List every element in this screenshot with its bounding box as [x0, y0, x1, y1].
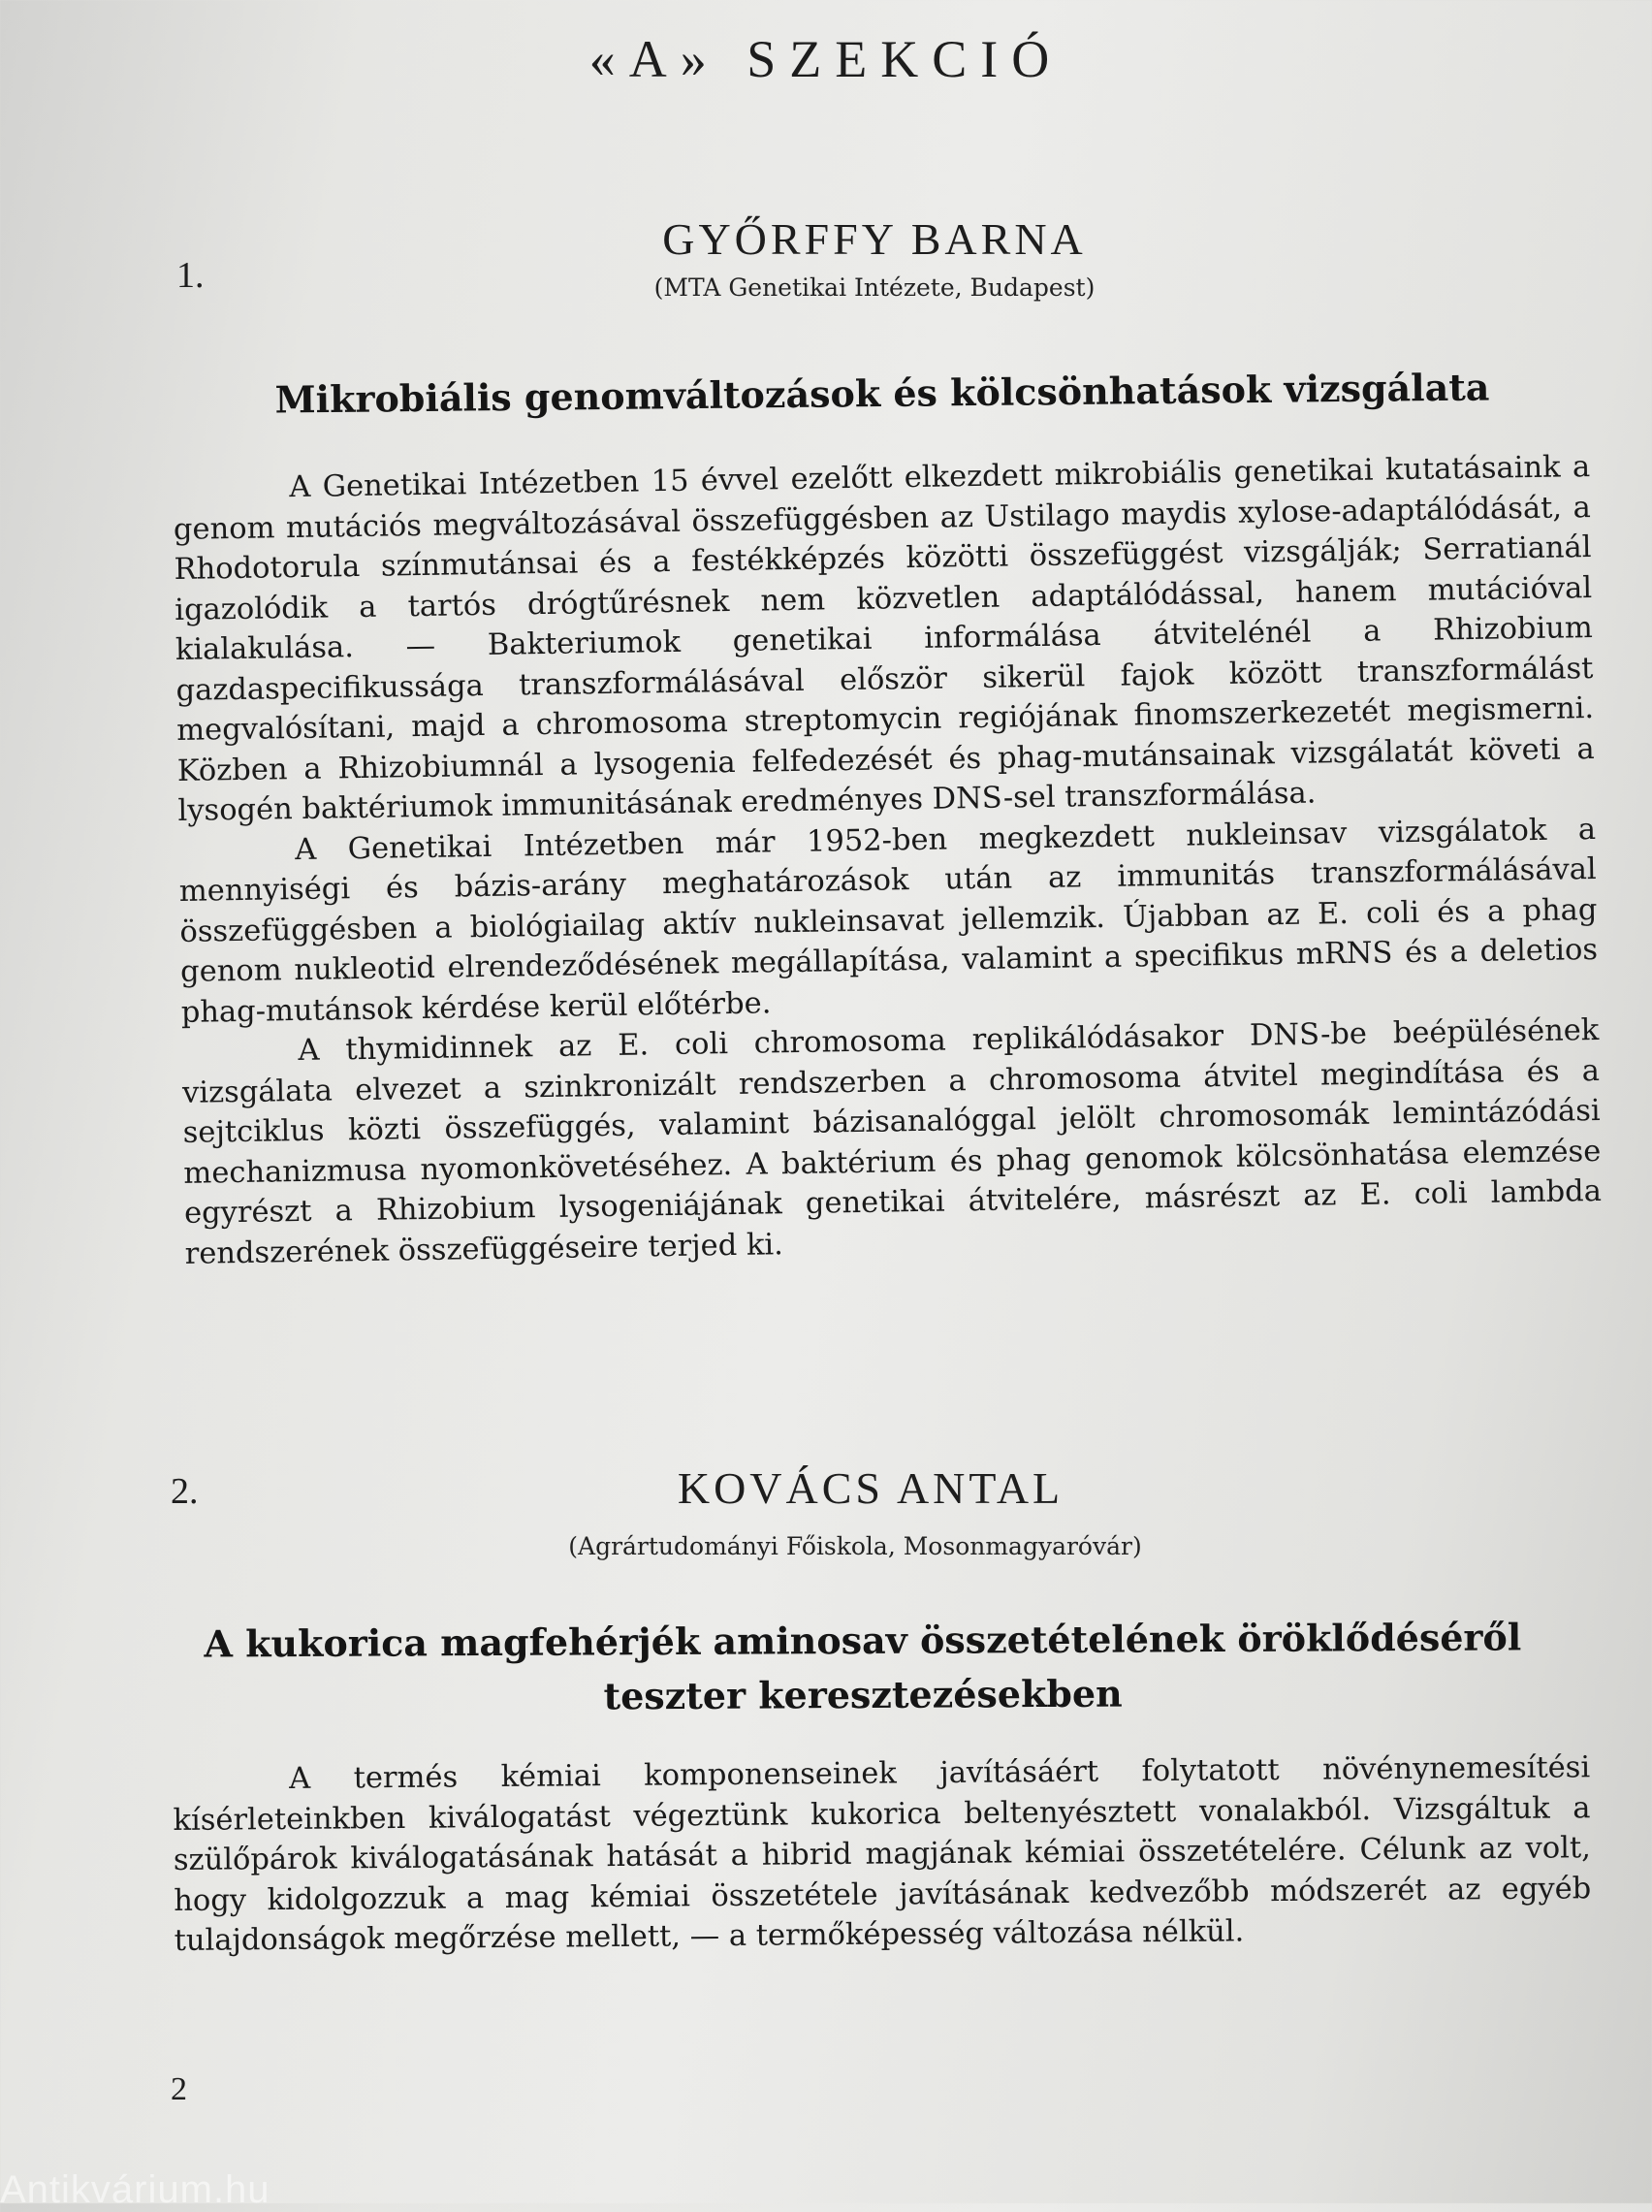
abstract-paragraph: A thymidinnek az E. coli chromosoma replikálódásakor DNS-be beépülésének vizsgálata elvezet a szinkronizált rendszerben a chromosoma átvitel megindítása és a sejtciklus közti összefüggés, valamint bázisanalóggal jelölt chromosomák lemintázódási mechanizmusa nyomonkövetéséhez. A baktérium és phag genomok kölcsönhatása elemzése egyrészt a Rhizobium lysogeniájának genetikai átvitelére, másrészt az E. coli lambda rendszerének összefüggéseire terjed ki. [181, 1012, 1603, 1271]
author-affiliation: (Agrártudományi Főiskola, Mosonmagyaróvár) [568, 1532, 1142, 1560]
abstract-paragraph: A termés kémiai komponenseinek javításáért folytatott növénynemesítési kísérleteinkben kiválogatást végeztünk kukorica beltenyésztett vonalakból. Vizsgáltuk a szülőpárok kiválogatásának hatását a hibrid magjának kémiai összetételére. Célunk az volt, hogy kidolgozzuk a mag kémiai összetétele javításának kedvezőbb módszerét az egyéb tulajdonságok megőrzése mellett, — a termőképesség változása nélkül. [173, 1750, 1592, 1958]
author-name: KOVÁCS ANTAL [677, 1463, 1064, 1513]
paper-title-line: teszter keresztezésekben [603, 1671, 1123, 1718]
section-heading: «A» SZEKCIÓ [588, 30, 1064, 88]
watermark: Antikvárium.hu [0, 2168, 270, 2211]
page-number: 2 [171, 2071, 187, 2107]
abstract-text [173, 447, 1603, 1274]
paper-title: Mikrobiális genomváltozások és kölcsönhatások vizsgálata [274, 365, 1490, 422]
author-affiliation: (MTA Genetikai Intézete, Budapest) [653, 273, 1096, 302]
entry-number: 2. [171, 1471, 199, 1512]
entry-number: 1. [176, 255, 205, 296]
author-name: GYŐRFFY BARNA [662, 214, 1087, 264]
abstract-paragraph: A Genetikai Intézetben 15 évvel ezelőtt elkezdett mikrobiális genetikai kutatásaink a genom mutációs megváltozásával összefüggésben az Ustilago maydis xylose-adaptálódását, a Rhodotorula színmutánsai és a festékképzés közötti összefüggést vizsgálják; Serratianál igazolódik a tartós drógtűrésnek nem közvetlen adaptálódással, hanem mutációval kialakulása. — Bakteriumok genetikai informálása átvitelénél a Rhizobium gazdaspecifikussága transzformálásával először sikerül fajok között transzformálást megvalósítani, majd a chromosoma streptomycin regiójának finomszerkezetét megismerni. Közben a Rhizobiumnál a lysogenia felfedezését és phag-mutánsainak vizsgálatát követi a lysogén baktériumok immunitásának eredményes DNS-sel transzformálása. [173, 450, 1595, 828]
paper-title [145, 1610, 1581, 1726]
abstract-text [173, 1747, 1592, 1961]
paper-title-line: A kukorica magfehérjék aminosav összetételének öröklődéséről [204, 1615, 1522, 1666]
abstract-paragraph: A Genetikai Intézetben már 1952-ben megkezdett nukleinsav vizsgálatok a mennyiségi és bázis-arány meghatározások után az immunitás transzformálásával összefüggésben a biológiailag aktív nukleinsavat jellemzik. Újabban az E. coli és a phag genom nukleotid elrendeződésének megállapítása, valamint a specifikus mRNS és a deletios phag-mutánsok kérdése kerül előtérbe. [178, 812, 1599, 1030]
